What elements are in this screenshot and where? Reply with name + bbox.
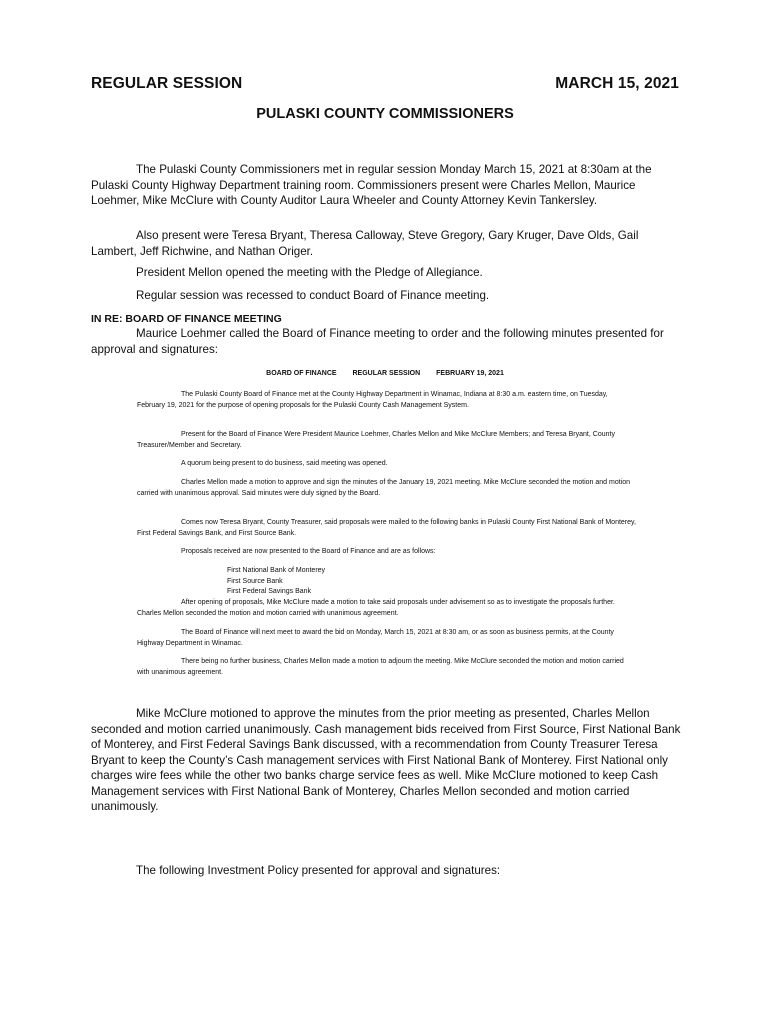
minutes-paragraph-proposals-mailed: Comes now Teresa Bryant, County Treasurer, said proposals were mailed to the following banks in Pulaski County First National Bank of Monterey, First Federal Savings Bank, and First Source Bank. <box>137 519 636 537</box>
list-item: First Source Bank <box>227 577 283 585</box>
minutes-paragraph-proposals-received: Proposals received are now presented to the Board of Finance and are as follows: <box>181 548 436 555</box>
minutes-header-session: REGULAR SESSION <box>352 370 421 377</box>
minutes-paragraph-present: Present for the Board of Finance Were President Maurice Loehmer, Charles Mellon and Mike McClure Members; and Teresa Bryant, County Treasurer/Member and Secretary. <box>137 431 615 449</box>
paragraph-minutes-intro: Maurice Loehmer called the Board of Finance meeting to order and the following minutes presented for approval and signatures: <box>91 327 664 356</box>
minutes-paragraph-advisement: After opening of proposals, Mike McClure made a motion to take said proposals under advisement so as to investigate the proposals further. Charles Mellon seconded the motion and motion carried with unanimous agreement. <box>137 599 615 617</box>
paragraph-investment-policy: The following Investment Policy presented for approval and signatures: <box>136 864 501 877</box>
paragraph-attendance: The Pulaski County Commissioners met in regular session Monday March 15, 2021 at 8:30am at the Pulaski County Highway Department training room. Commissioners present were Charles Mellon, Maurice Loehmer, Mike McClure with County Auditor Laura Wheeler and County Attorney Kevin Tankersley. <box>91 163 652 207</box>
minutes-paragraph-quorum: A quorum being present to do business, said meeting was opened. <box>181 460 388 467</box>
list-item: First National Bank of Monterey <box>227 567 326 574</box>
bank-list <box>227 566 325 598</box>
list-item: First Federal Savings Bank <box>227 588 312 595</box>
minutes-header-date: FEBRUARY 19, 2021 <box>436 370 504 377</box>
session-type-heading: REGULAR SESSION <box>91 75 243 92</box>
paragraph-cash-management: Mike McClure motioned to approve the minutes from the prior meeting as presented, Charles Mellon seconded and motion carried unanimously. Cash management bids received from First Source, First National Bank of Monterey, and First Federal Savings Bank discussed, with a recommendation from County Treasurer Teresa Bryant to keep the County’s Cash management services with First National Bank of Monterey. First National only charges wire fees while the other two banks charge service fees as well. Mike McClure motioned to keep Cash Management services with First National Bank of Monterey, Charles Mellon seconded and motion carried unanimously. <box>91 707 681 813</box>
session-date-heading: MARCH 15, 2021 <box>555 75 679 92</box>
minutes-paragraph-approval: Charles Mellon made a motion to approve and sign the minutes of the January 19, 2021 meeting. Mike McClure seconded the motion and motion carried with unanimous approval. Said minutes were duly signed by the Board. <box>137 479 631 497</box>
paragraph-pledge: President Mellon opened the meeting with the Pledge of Allegiance. <box>136 266 483 279</box>
paragraph-recess: Regular session was recessed to conduct Board of Finance meeting. <box>136 289 490 302</box>
minutes-header-board: BOARD OF FINANCE <box>266 370 337 377</box>
minutes-paragraph-meeting: The Pulaski County Board of Finance met at the County Highway Department in Winamac, Indiana at 8:30 a.m. eastern time, on Tuesday, February 19, 2021 for the purpose of opening proposals for the Pulaski County Cash Management System. <box>137 391 608 409</box>
minutes-paragraph-adjourn: There being no further business, Charles Mellon made a motion to adjourn the meeting. Mike McClure seconded the motion and motion carried with unanimous agreement. <box>137 658 624 676</box>
minutes-header <box>0 370 770 377</box>
section-heading-board-of-finance: IN RE: BOARD OF FINANCE MEETING <box>91 313 282 325</box>
minutes-paragraph-next-meeting: The Board of Finance will next meet to award the bid on Monday, March 15, 2021 at 8:30 am, or as soon as business permits, at the County Highway Department in Winamac. <box>137 629 614 647</box>
paragraph-also-present: Also present were Teresa Bryant, Theresa Calloway, Steve Gregory, Gary Kruger, Dave Olds, Gail Lambert, Jeff Richwine, and Nathan Origer. <box>91 229 639 258</box>
page-title: PULASKI COUNTY COMMISSIONERS <box>256 106 514 122</box>
